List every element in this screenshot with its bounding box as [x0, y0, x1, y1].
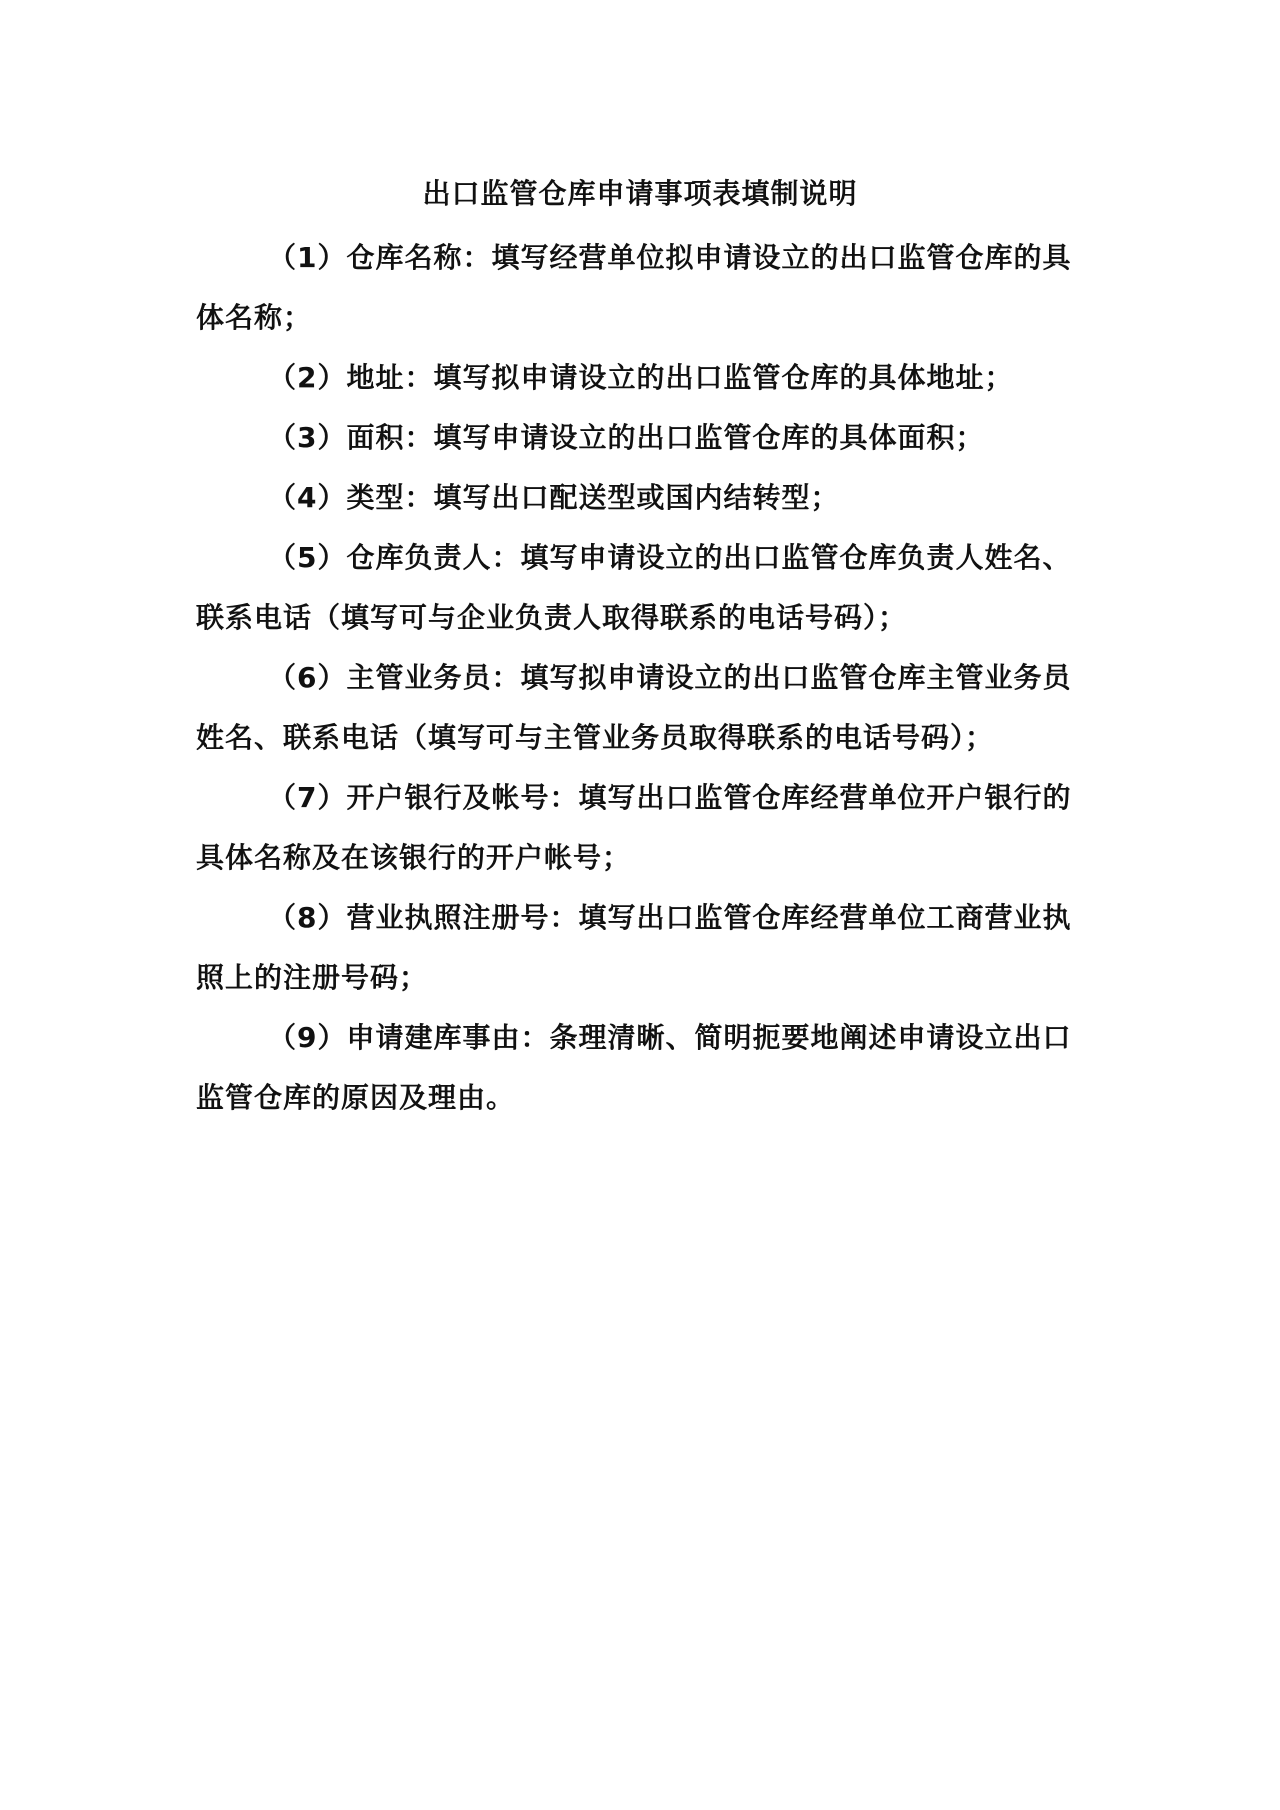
instruction-item-3: （3）面积：填写申请设立的出口监管仓库的具体面积； — [268, 421, 985, 454]
instructions-list — [196, 228, 1096, 1128]
instruction-item-7: （7）开户银行及帐号：填写出口监管仓库经营单位开户银行的具体名称及在该银行的开户帐号； — [196, 781, 1072, 874]
instruction-item-1: （1）仓库名称：填写经营单位拟申请设立的出口监管仓库的具体名称； — [196, 241, 1072, 334]
instruction-item-6: （6）主管业务员：填写拟申请设立的出口监管仓库主管业务员姓名、联系电话（填写可与主管业务员取得联系的电话号码）； — [196, 661, 1072, 754]
instruction-item-9: （9）申请建库事由：条理清晰、简明扼要地阐述申请设立出口监管仓库的原因及理由。 — [196, 1021, 1072, 1114]
instruction-item-4: （4）类型：填写出口配送型或国内结转型； — [268, 481, 840, 514]
document-title: 出口监管仓库申请事项表填制说明 — [422, 177, 858, 210]
instruction-item-2: （2）地址：填写拟申请设立的出口监管仓库的具体地址； — [268, 361, 1014, 394]
instruction-item-5: （5）仓库负责人：填写申请设立的出口监管仓库负责人姓名、联系电话（填写可与企业负责人取得联系的电话号码）； — [196, 541, 1072, 634]
instruction-item-8: （8）营业执照注册号：填写出口监管仓库经营单位工商营业执照上的注册号码； — [196, 901, 1072, 994]
